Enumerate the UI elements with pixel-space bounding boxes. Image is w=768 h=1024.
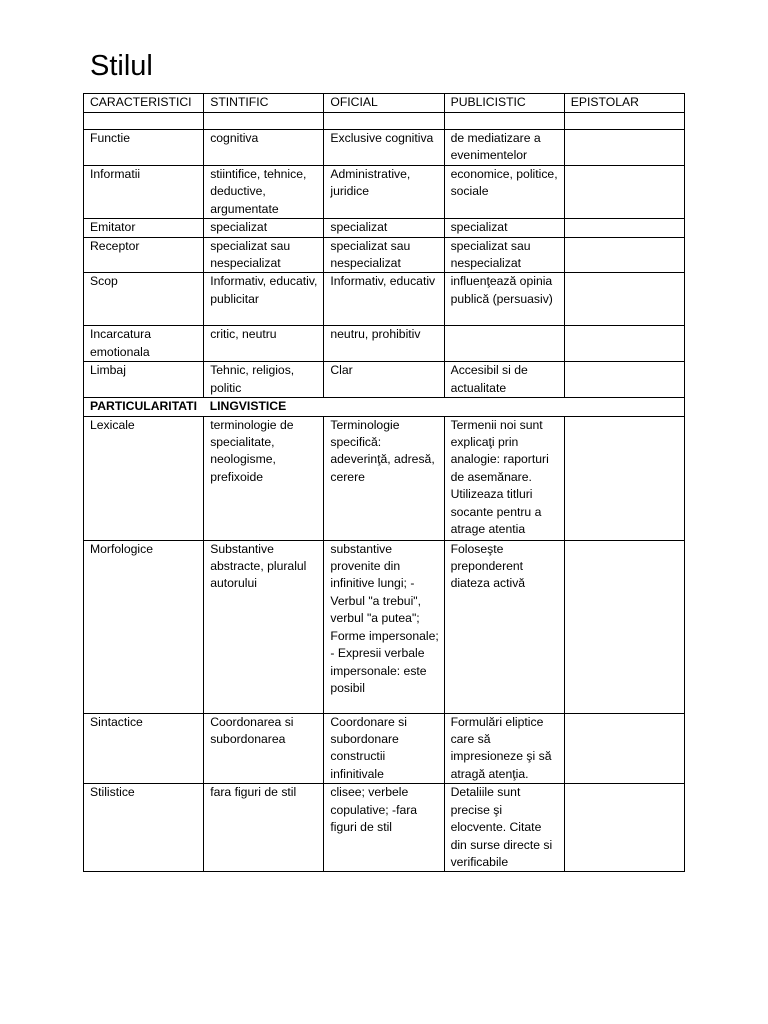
row-label: Informatii — [84, 166, 204, 219]
table-row — [84, 362, 685, 398]
table-row — [84, 273, 685, 326]
row-label: Emitator — [84, 219, 204, 237]
table-row — [84, 416, 685, 540]
table-row — [84, 713, 685, 784]
table-cell — [564, 416, 684, 540]
table-cell: cognitiva — [204, 130, 324, 166]
table-cell — [564, 166, 684, 219]
table-row — [84, 540, 685, 713]
table-cell — [444, 326, 564, 362]
table-cell — [564, 237, 684, 273]
table-cell: Coordonarea si subordonarea — [204, 713, 324, 784]
table-cell: Accesibil si de actualitate — [444, 362, 564, 398]
table-cell: Exclusive cognitiva — [324, 130, 444, 166]
table-row — [84, 130, 685, 166]
empty-row — [84, 113, 685, 130]
table-row — [84, 237, 685, 273]
row-label: Sintactice — [84, 713, 204, 784]
row-label: Functie — [84, 130, 204, 166]
table-cell: Tehnic, religios, politic — [204, 362, 324, 398]
row-label: Receptor — [84, 237, 204, 273]
table-cell — [564, 219, 684, 237]
section-label-2: LINGVISTICE — [204, 398, 685, 416]
table-cell: Administrative, juridice — [324, 166, 444, 219]
table-cell: specializat — [324, 219, 444, 237]
table-cell: Detaliile sunt precise şi elocvente. Citate din surse directe si verificabile — [444, 784, 564, 872]
table-cell: specializat — [204, 219, 324, 237]
table-cell: influenţează opinia publică (persuasiv) — [444, 273, 564, 326]
table-cell — [564, 540, 684, 713]
table-cell: stiintifice, tehnice, deductive, argumentate — [204, 166, 324, 219]
column-header: STINTIFIC — [204, 94, 324, 113]
table-cell — [564, 273, 684, 326]
table-cell: fara figuri de stil — [204, 784, 324, 872]
table-cell: terminologie de specialitate, neologisme, prefixoide — [204, 416, 324, 540]
table-cell: neutru, prohibitiv — [324, 326, 444, 362]
table-cell: economice, politice, sociale — [444, 166, 564, 219]
table-cell: Formulări eliptice care să impresioneze şi să atragă atenţia. — [444, 713, 564, 784]
table-cell: Informativ, educativ, publicitar — [204, 273, 324, 326]
table-cell — [564, 362, 684, 398]
row-label: Incarcatura emotionala — [84, 326, 204, 362]
column-header: PUBLICISTIC — [444, 94, 564, 113]
table-cell — [564, 326, 684, 362]
table-cell: critic, neutru — [204, 326, 324, 362]
table-cell: Coordonare si subordonare constructii infinitivale — [324, 713, 444, 784]
section-row — [84, 398, 685, 416]
table-cell: specializat sau nespecializat — [324, 237, 444, 273]
table-row — [84, 219, 685, 237]
table-cell: Foloseşte preponderent diateza activă — [444, 540, 564, 713]
column-header: EPISTOLAR — [564, 94, 684, 113]
comparison-table — [83, 93, 685, 872]
table-cell — [564, 713, 684, 784]
table-cell: Substantive abstracte, pluralul autorului — [204, 540, 324, 713]
table-cell — [564, 130, 684, 166]
row-label: Limbaj — [84, 362, 204, 398]
table-cell: Informativ, educativ — [324, 273, 444, 326]
row-label: Stilistice — [84, 784, 204, 872]
header-row — [84, 94, 685, 113]
table-cell: specializat — [444, 219, 564, 237]
section-label: PARTICULARITATI — [84, 398, 204, 416]
table-cell: substantive provenite din infinitive lungi; - Verbul "a trebui", verbul "a putea"; Forme impersonale; - Expresii verbale impersonale: este posibil — [324, 540, 444, 713]
table-cell: Clar — [324, 362, 444, 398]
table-row — [84, 784, 685, 872]
table-cell: specializat sau nespecializat — [204, 237, 324, 273]
row-label: Lexicale — [84, 416, 204, 540]
table-row — [84, 166, 685, 219]
row-label: Scop — [84, 273, 204, 326]
column-header: OFICIAL — [324, 94, 444, 113]
table-cell: Termenii noi sunt explicaţi prin analogie: raporturi de asemănare. Utilizeaza titluri socante pentru a atrage atentia — [444, 416, 564, 540]
table-cell: Terminologie specifică: adeverinţă, adresă, cerere — [324, 416, 444, 540]
page-title: Stilul — [90, 50, 153, 82]
table-row — [84, 326, 685, 362]
table-cell: specializat sau nespecializat — [444, 237, 564, 273]
column-header: CARACTERISTICI — [84, 94, 204, 113]
table-cell — [564, 784, 684, 872]
table-cell: clisee; verbele copulative; -fara figuri de stil — [324, 784, 444, 872]
table-cell: de mediatizare a evenimentelor — [444, 130, 564, 166]
row-label: Morfologice — [84, 540, 204, 713]
